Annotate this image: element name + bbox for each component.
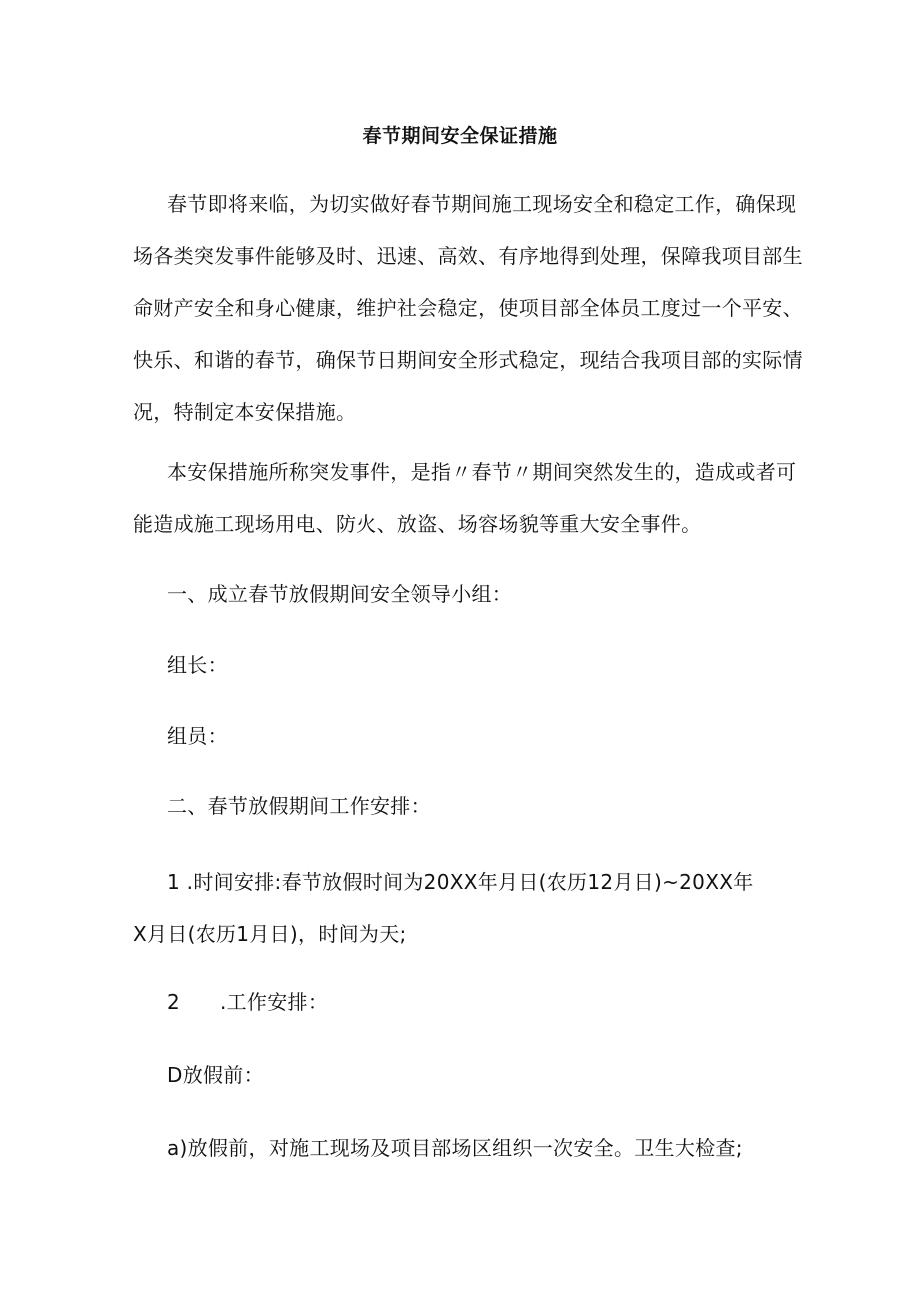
section-1-heading: 一、成立春节放假期间安全领导小组： <box>167 582 513 606</box>
leader-label: 组长： <box>167 653 228 677</box>
definition-line: 本安保措施所称突发事件，是指〃春节〃期间突然发生的，造成或者可 <box>167 460 797 484</box>
intro-line: 快乐、和谐的春节，确保节日期间安全形式稳定，现结合我项目部的实际情 <box>133 348 803 372</box>
definition-paragraph <box>133 446 805 550</box>
time-line: X月日(农历1月日)，时间为天; <box>133 922 407 946</box>
section-2-heading: 二、春节放假期间工作安排： <box>167 794 431 818</box>
definition-line: 能造成施工现场用电、防火、放盗、场容场貌等重大安全事件。 <box>133 512 702 536</box>
intro-paragraph <box>133 178 805 438</box>
intro-line: 场各类突发事件能够及时、迅速、高效、有序地得到处理，保障我项目部生 <box>133 244 803 268</box>
item-a: a)放假前，对施工现场及项目部场区组织一次安全。卫生大检查; <box>167 1136 743 1160</box>
document-title: 春节期间安全保证措施 <box>362 125 558 147</box>
intro-line: 命财产安全和身心健康，维护社会稳定，使项目部全体员工度过一个平安、 <box>133 296 803 320</box>
time-arrangement-paragraph <box>133 856 805 960</box>
before-holiday-heading: D放假前： <box>167 1063 264 1087</box>
work-arrangement-heading: 2 .工作安排： <box>167 990 329 1014</box>
intro-line: 春节即将来临，为切实做好春节期间施工现场安全和稳定工作，确保现 <box>167 192 797 216</box>
time-line: 1 .时间安排:春节放假时间为20XX年月日(农历12月日)~20XX年 <box>167 870 754 894</box>
intro-line: 况，特制定本安保措施。 <box>133 400 357 424</box>
members-label: 组员： <box>167 724 228 748</box>
